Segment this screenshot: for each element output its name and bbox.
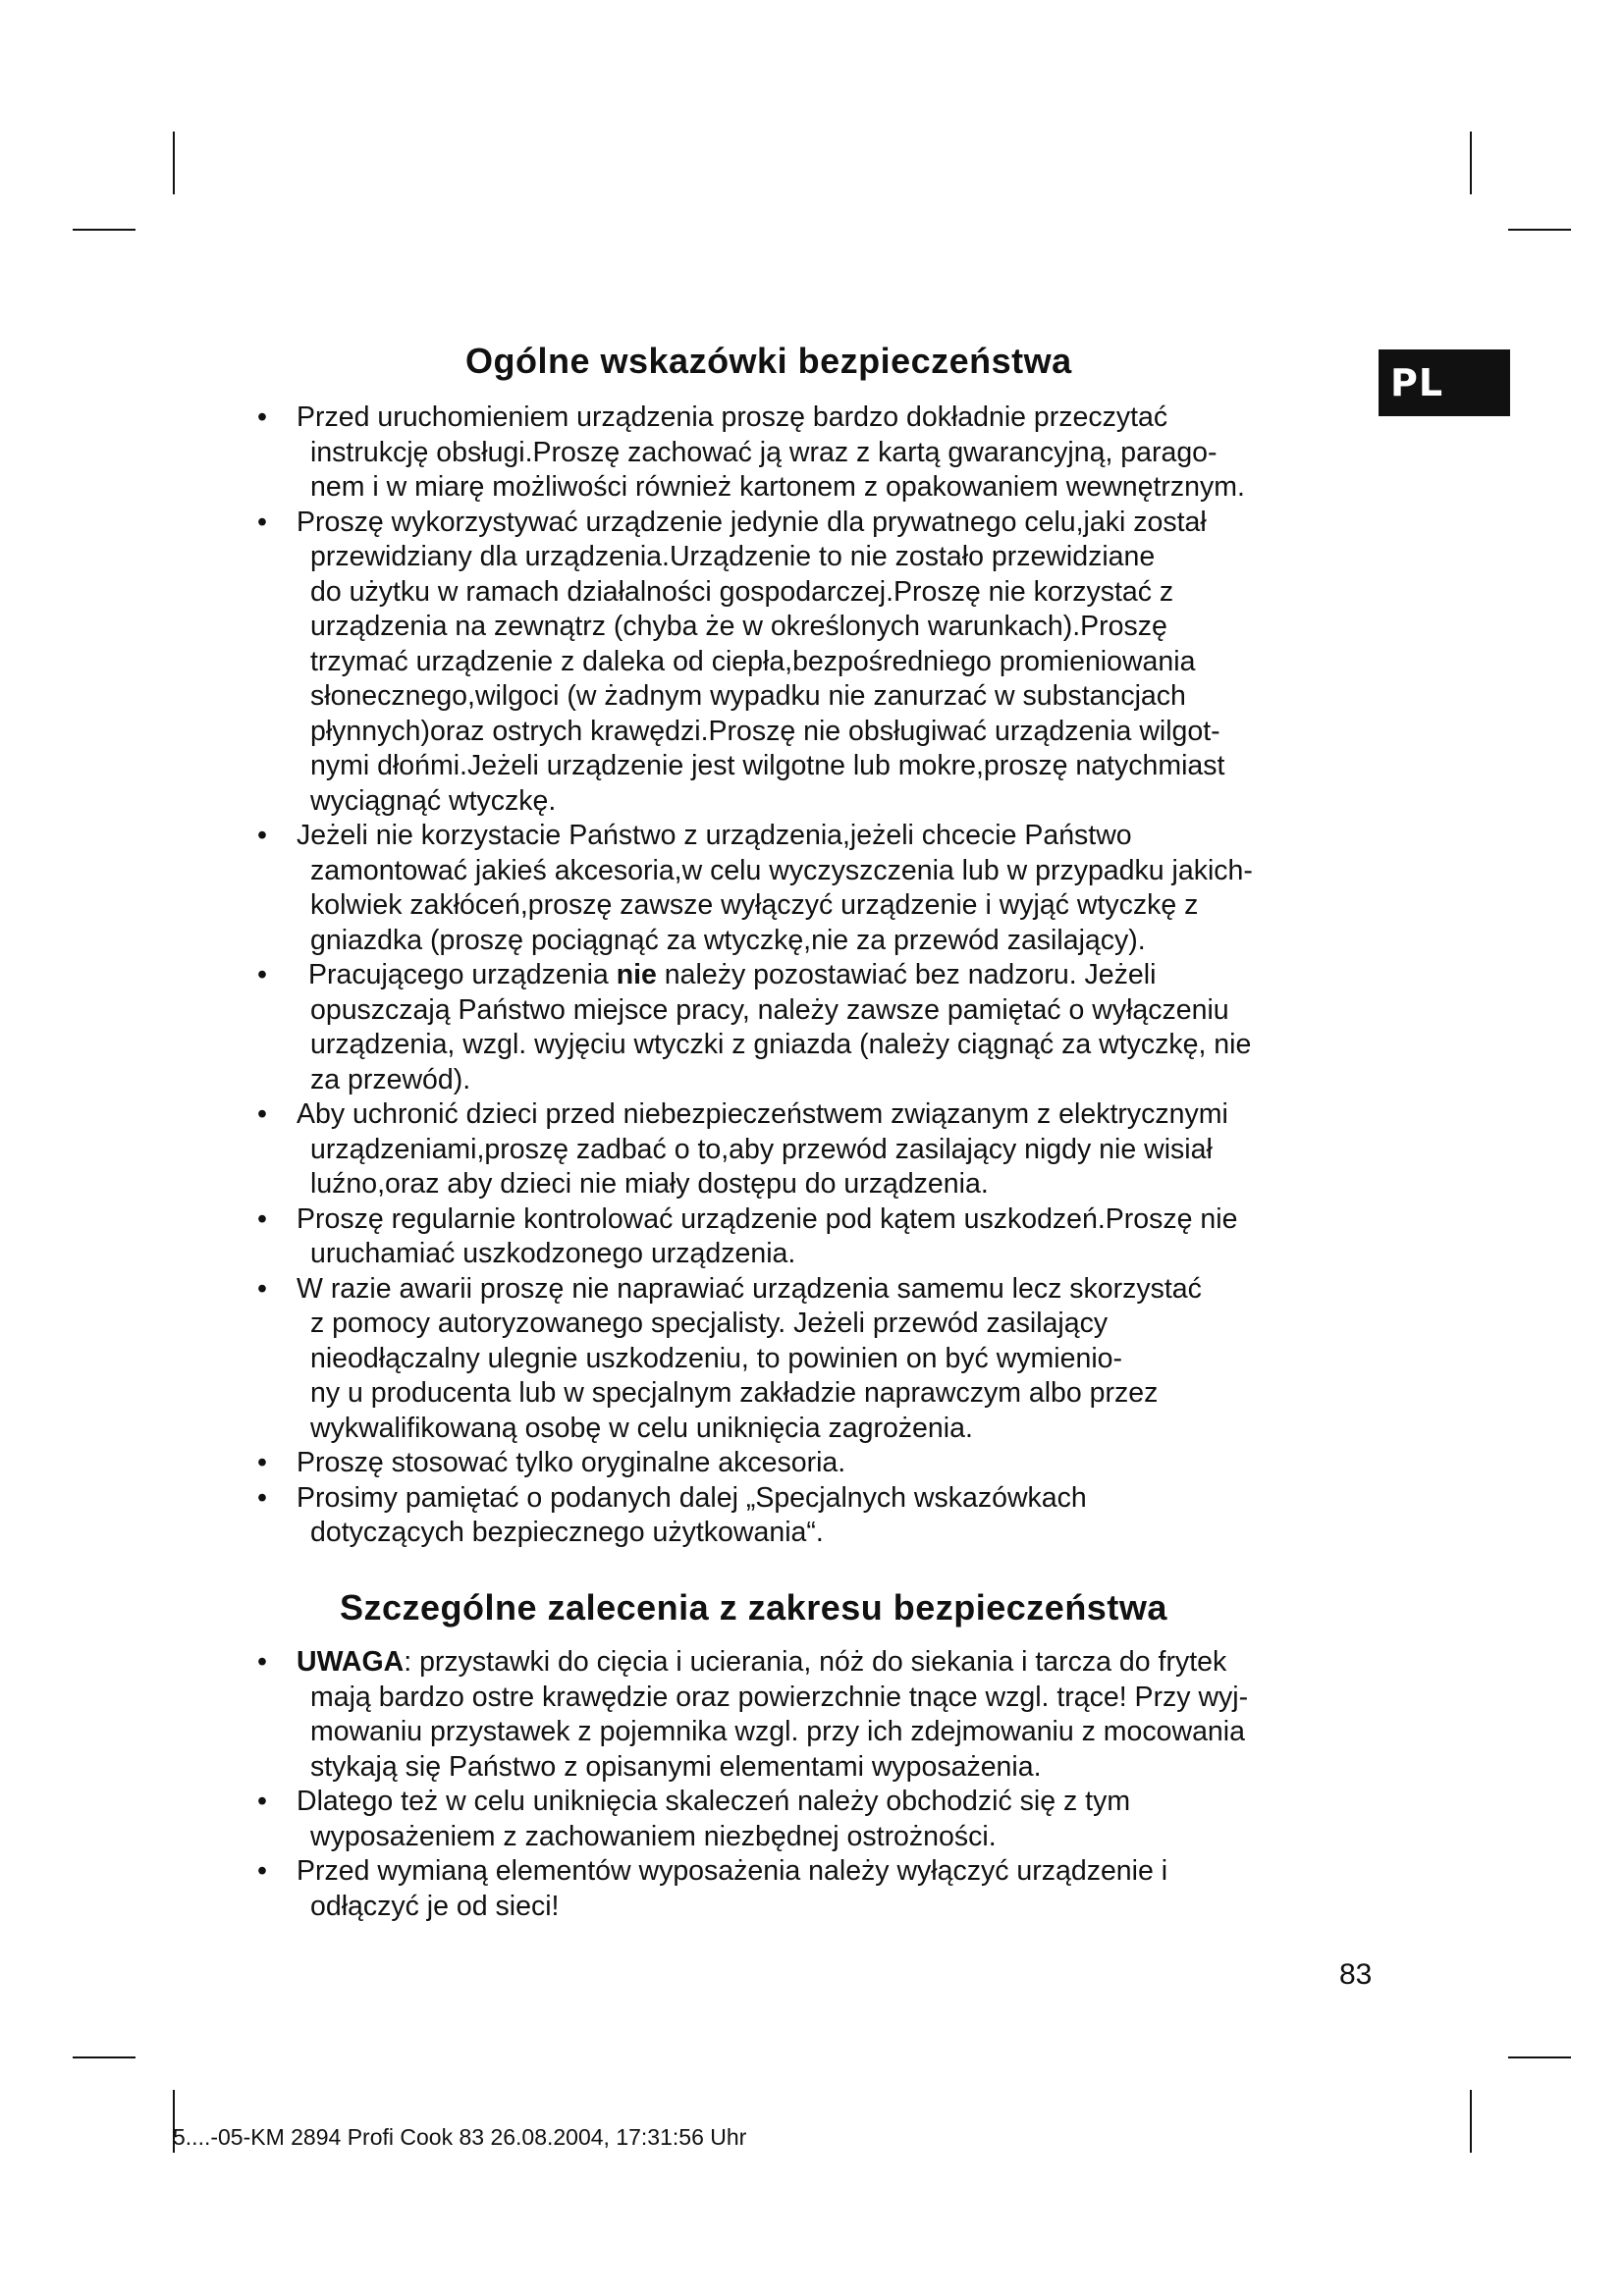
text-line: urządzenia, wzgl. wyjęciu wtyczki z gniazda (należy ciągnąć za wtyczkę, nie	[310, 1029, 1252, 1060]
bullet: •	[257, 820, 267, 851]
section-title-special-safety: Szczególne zalecenia z zakresu bezpieczeństwa	[340, 1587, 1167, 1628]
text-line: nem i w miarę możliwości również kartonem z opakowaniem wewnętrznym.	[310, 471, 1245, 503]
text-line: Prosimy pamiętać o podanych dalej „Specjalnych wskazówkach	[297, 1481, 1087, 1514]
text-line: mają bardzo ostre krawędzie oraz powierzchnie tnące wzgl. trące! Przy wyj-	[310, 1681, 1249, 1713]
section-title-general-safety: Ogólne wskazówki bezpieczeństwa	[465, 341, 1072, 381]
text-line: Przed wymianą elementów wyposażenia należy wyłączyć urządzenie i	[297, 1855, 1168, 1887]
list-item	[257, 1202, 1253, 1272]
bullet: •	[257, 1447, 267, 1478]
text-line: za przewód).	[310, 1063, 471, 1095]
text-run: Pracującego urządzenia	[308, 959, 617, 990]
text-line: płynnych)oraz ostrych krawędzi.Proszę nie obsługiwać urządzenia wilgot-	[310, 715, 1220, 747]
crop-mark-top-left-vertical	[173, 132, 175, 194]
text-line: Przed uruchomieniem urządzenia proszę bardzo dokładnie przeczytać	[297, 401, 1168, 433]
crop-mark-top-right-vertical	[1470, 132, 1472, 194]
bullet: •	[257, 1098, 267, 1130]
text-line: trzymać urządzenie z daleka od ciepła,bezpośredniego promieniowania	[310, 645, 1196, 677]
text-line: Proszę stosować tylko oryginalne akcesoria.	[297, 1447, 846, 1478]
crop-mark-bottom-right-vertical	[1470, 2090, 1472, 2153]
general-safety-list	[257, 400, 1253, 1551]
list-item	[257, 506, 1253, 820]
text-line: luźno,oraz aby dzieci nie miały dostępu do urządzenia.	[310, 1168, 989, 1200]
text-line: Dlatego też w celu uniknięcia skaleczeń należy obchodzić się z tym	[297, 1786, 1131, 1817]
list-item	[257, 958, 1253, 1097]
bullet: •	[257, 1202, 267, 1235]
text-line: słonecznego,wilgoci (w żadnym wypadku nie zanurzać w substancjach	[310, 680, 1186, 712]
text-line: W razie awarii proszę nie naprawiać urządzenia samemu lecz skorzystać	[297, 1272, 1202, 1305]
bullet: •	[257, 959, 267, 990]
list-item	[257, 1481, 1253, 1551]
text-line: nymi dłońmi.Jeżeli urządzenie jest wilgotne lub mokre,proszę natychmiast	[310, 750, 1225, 781]
crop-mark-top-right-horizontal	[1508, 229, 1571, 231]
text-line: opuszczają Państwo miejsce pracy, należy zawsze pamiętać o wyłączeniu	[310, 993, 1229, 1026]
bullet: •	[257, 1646, 267, 1678]
text-line: kolwiek zakłóceń,proszę zawsze wyłączyć urządzenie i wyjąć wtyczkę z	[310, 889, 1199, 921]
text-line: stykają się Państwo z opisanymi elementami wyposażenia.	[310, 1750, 1042, 1783]
text-line: Proszę wykorzystywać urządzenie jedynie dla prywatnego celu,jaki został	[297, 506, 1207, 538]
text-line	[257, 1645, 1248, 1681]
text-line: urządzeniami,proszę zadbać o to,aby przewód zasilający nigdy nie wisiał	[310, 1133, 1213, 1165]
text-run: należy pozostawiać bez nadzoru. Jeżeli	[656, 959, 1157, 990]
bullet: •	[257, 1855, 267, 1887]
text-line: przewidziany dla urządzenia.Urządzenie to nie zostało przewidziane	[310, 541, 1156, 572]
text-line: odłączyć je od sieci!	[310, 1890, 560, 1922]
print-footer: 5....-05-KM 2894 Profi Cook 83 26.08.2004, 17:31:56 Uhr	[173, 2124, 747, 2150]
list-item	[257, 1446, 1253, 1481]
bullet: •	[257, 401, 267, 433]
emphasis-uwaga: UWAGA	[297, 1646, 405, 1678]
bullet: •	[257, 1481, 267, 1514]
text-line	[257, 958, 1253, 993]
text-line: dotyczących bezpiecznego użytkowania“.	[310, 1517, 824, 1548]
language-tab: PL	[1379, 349, 1510, 416]
text-line: do użytku w ramach działalności gospodarczej.Proszę nie korzystać z	[310, 575, 1174, 608]
text-line: z pomocy autoryzowanego specjalisty. Jeżeli przewód zasilający	[310, 1308, 1109, 1339]
list-item	[257, 1272, 1253, 1447]
text-line: wykwalifikowaną osobę w celu uniknięcia zagrożenia.	[310, 1412, 973, 1444]
special-safety-list	[257, 1645, 1248, 1924]
text-line: Aby uchronić dzieci przed niebezpieczeństwem związanym z elektrycznymi	[297, 1098, 1228, 1130]
text-line: mowaniu przystawek z pojemnika wzgl. przy ich zdejmowaniu z mocowania	[310, 1716, 1245, 1747]
text-line: gniazdka (proszę pociągnąć za wtyczkę,nie za przewód zasilający).	[310, 924, 1146, 956]
text-line: wyposażeniem z zachowaniem niezbędnej ostrożności.	[310, 1820, 997, 1852]
list-item	[257, 1785, 1248, 1854]
text-line: Jeżeli nie korzystacie Państwo z urządzenia,jeżeli chcecie Państwo	[297, 820, 1132, 851]
list-item	[257, 1645, 1248, 1785]
text-run: : przystawki do cięcia i ucierania, nóż do siekania i tarcza do frytek	[404, 1646, 1227, 1678]
text-line: Proszę regularnie kontrolować urządzenie pod kątem uszkodzeń.Proszę nie	[297, 1202, 1238, 1235]
text-line: urządzenia na zewnątrz (chyba że w określonych warunkach).Proszę	[310, 611, 1167, 642]
emphasis-nie: nie	[616, 959, 657, 990]
list-item	[257, 1854, 1248, 1924]
list-item	[257, 400, 1253, 506]
bullet: •	[257, 1786, 267, 1817]
crop-mark-top-left-horizontal	[73, 229, 135, 231]
page-number: 83	[1339, 1958, 1373, 1991]
text-line: instrukcję obsługi.Proszę zachować ją wraz z kartą gwarancyjną, parago-	[310, 436, 1218, 468]
text-line: zamontować jakieś akcesoria,w celu wyczyszczenia lub w przypadku jakich-	[310, 854, 1253, 886]
text-line: wyciągnąć wtyczkę.	[310, 784, 557, 817]
crop-mark-bottom-right-horizontal	[1508, 2056, 1571, 2058]
text-line: uruchamiać uszkodzonego urządzenia.	[310, 1238, 796, 1269]
list-item	[257, 819, 1253, 958]
text-line: ny u producenta lub w specjalnym zakładzie naprawczym albo przez	[310, 1377, 1159, 1409]
list-item	[257, 1097, 1253, 1202]
text-line: nieodłączalny ulegnie uszkodzeniu, to powinien on być wymienio-	[310, 1342, 1122, 1374]
crop-mark-bottom-left-horizontal	[73, 2056, 135, 2058]
bullet: •	[257, 1272, 267, 1305]
bullet: •	[257, 506, 267, 538]
